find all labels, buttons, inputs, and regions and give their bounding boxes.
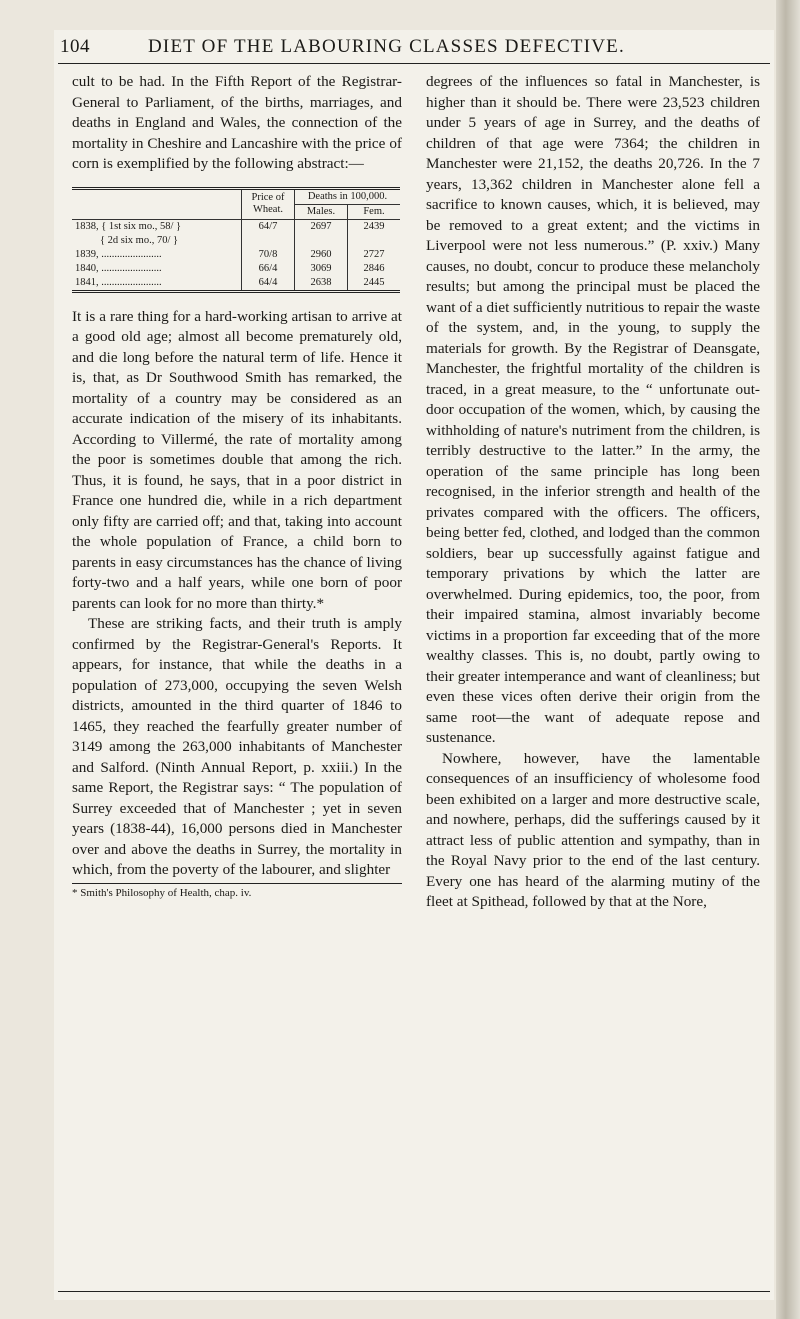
running-header <box>60 36 760 60</box>
table-row: 1841, ....................... 64/4 2638 2445 <box>72 276 400 292</box>
running-title: DIET OF THE LABOURING CLASSES DEFECTIVE. <box>148 36 625 57</box>
page-number: 104 <box>60 36 90 57</box>
paragraph-navy: Nowhere, however, have the lamentable consequences of an insufficiency of wholesome food been exhibited on a larger and more destructive scale, and nowhere, perhaps, did the sufferings caused by it attract less of public attention and sympathy, than in the Royal Navy prior to the end of the last century. Every one has heard of the alarming mutiny of the fleet at Spithead, followed by that at the Nore, <box>426 749 760 910</box>
left-column <box>72 72 402 900</box>
paragraph-continued: degrees of the influences so fatal in Manchester, is higher than it should be. There were 23,523 children under 5 years of age in Surrey, and the deaths of children of that age were 7364; the children in Manchester were 21,152, the deaths 20,726. In the 7 years, 13,362 children in Manchester alone fell a sacrifice to known causes, which, it is believed, may be removed to a great extent; and the victims in Liverpool were not less numerous.” (P. xxiv.) Many causes, no doubt, concur to produce these melancholy results; but among the principal must be placed the want of a diet sufficiently nutritious to repair the waste of the system, and, in the young, to supply the materials for growth. By the Registrar of Deansgate, Manchester, the frightful mortality of the children is traced, in a great measure, to the “ unfortunate out-door occupation of the women, which, by causing the withholding of nature's nutriment from the children, is terribly destructive to the latter.” In the army, the operation of the same principle has long been recognised, in the inferior strength and health of the privates compared with the officers. The officers, being better fed, clothed, and lodged than the common soldiers, bear up successfully against fatigue and temporary privations by which the latter are overwhelmed. During epidemics, too, the poor, from their impaired stamina, almost invariably become victims in a proportion far exceeding that of the more wealthy classes. This is, no doubt, partly owing to their greater intemperance and want of cleanliness; but even these vices often derive their origin from the same root—the want of adequate repose and sustenance. <box>426 73 760 746</box>
col-fem-header: Fem. <box>348 204 401 219</box>
table-row: { 2d six mo., 70/ } <box>72 234 400 248</box>
col-price-header: Price of Wheat. <box>242 188 295 219</box>
col-males-header: Males. <box>295 204 348 219</box>
col-deaths-header: Deaths in 100,000. <box>295 188 401 204</box>
right-column <box>426 72 760 913</box>
mortality-table <box>72 187 400 293</box>
footnote: * Smith's Philosophy of Health, chap. iv. <box>72 886 252 899</box>
header-rule <box>58 63 770 64</box>
page-edge <box>776 0 800 1319</box>
table-row: 1838, { 1st six mo., 58/ } 64/7 2697 2439 <box>72 219 400 234</box>
intro-paragraph: cult to be had. In the Fifth Report of the Registrar-General to Parliament, of the births, marriages, and deaths in England and Wales, the connection of the mortality in Cheshire and Lancashire with the price of corn is exemplified by the following abstract:— <box>72 73 402 172</box>
bottom-rule <box>58 1291 770 1292</box>
table-row: 1840, ....................... 66/4 3069 2846 <box>72 262 400 276</box>
table-row: 1839, ....................... 70/8 2960 2727 <box>72 248 400 262</box>
paragraph-mortality: It is a rare thing for a hard-working artisan to arrive at a good old age; almost all become prematurely old, and die long before the natural term of life. Hence it is, that, as Dr Southwood Smith has remarked, the mortality of a country may be considered as an accurate indication of the misery of its inhabitants. According to Villermé, the rate of mortality among the poor is sometimes double that among the rich. Thus, it is found, he says, that in a poor district in France one hundred die, while in a rich department only fifty are carried off; and that, taking into account the whole population of France, a child born to parents in easy circumstances has the chance of living forty-two and a half years, while one born of poor parents can look for no more than thirty.* <box>72 307 402 612</box>
paragraph-registrar: These are striking facts, and their truth is amply confirmed by the Registrar-General's Reports. It appears, for instance, that while the deaths in a population of 273,000, occupying the seven Welsh districts, amounted in the third quarter of 1846 to 1465, they reached the fearfully greater number of 3149 among the 263,000 inhabitants of Manchester and Salford. (Ninth Annual Report, p. xxiii.) In the same Report, the Registrar says: “ The population of Surrey exceeded that of Manchester ; yet in seven years (1838-44), 16,000 persons died in Manchester over and above the deaths in Surrey, the mortality in which, from the poverty of the labourer, and slighter <box>72 615 402 878</box>
footnote-rule <box>72 883 402 884</box>
table-corner <box>72 188 242 219</box>
